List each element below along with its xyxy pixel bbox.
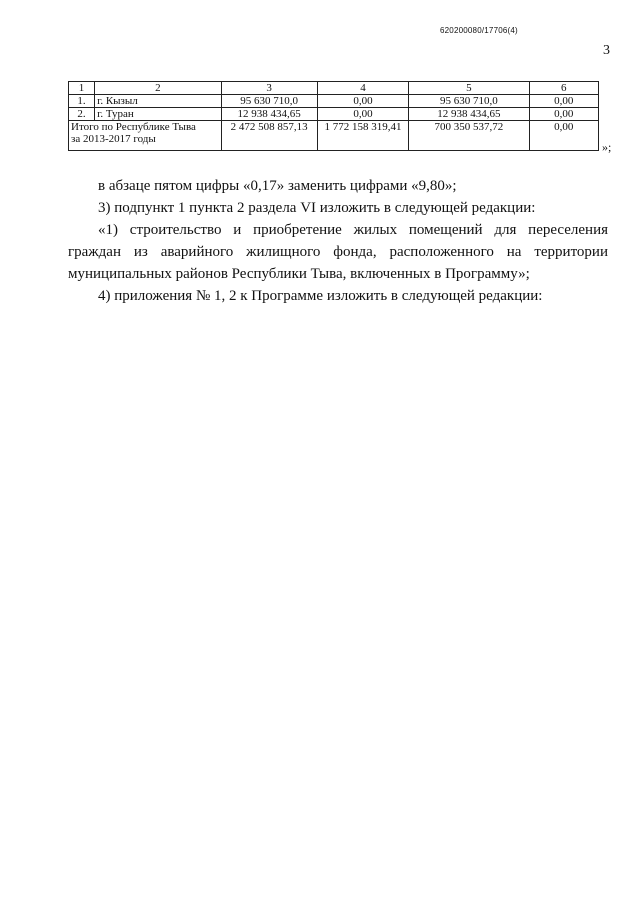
total-value: 2 472 508 857,13 (221, 121, 317, 151)
column-number: 6 (529, 82, 598, 95)
municipality-name: г. Туран (95, 108, 222, 121)
table-header-row (69, 82, 599, 95)
paragraph: в абзаце пятом цифры «0,17» заменить цифрами «9,80»; (98, 178, 457, 194)
page-number: 3 (603, 43, 610, 58)
column-number: 2 (95, 82, 222, 95)
row-number: 1. (69, 95, 95, 108)
table-closing-quote: »; (602, 140, 612, 154)
value-cell: 0,00 (317, 108, 409, 121)
value-cell: 0,00 (529, 108, 598, 121)
paragraph: 4) приложения № 1, 2 к Программе изложить в следующей редакции: (98, 288, 543, 304)
total-value: 1 772 158 319,41 (317, 121, 409, 151)
column-number: 3 (221, 82, 317, 95)
municipality-name: г. Кызыл (95, 95, 222, 108)
value-cell: 12 938 434,65 (221, 108, 317, 121)
document-code: 620200080/17706(4) (440, 26, 518, 35)
total-value: 700 350 537,72 (409, 121, 529, 151)
value-cell: 95 630 710,0 (221, 95, 317, 108)
table-total-row (69, 121, 599, 151)
total-label-line2: за 2013-2017 годы (71, 133, 156, 145)
data-table (68, 81, 599, 151)
table-row (69, 95, 599, 108)
total-label (69, 121, 222, 151)
body-text (68, 175, 608, 307)
value-cell: 0,00 (317, 95, 409, 108)
column-number: 4 (317, 82, 409, 95)
total-label-line1: Итого по Республике Тыва (71, 121, 196, 133)
value-cell: 12 938 434,65 (409, 108, 529, 121)
total-value: 0,00 (529, 121, 598, 151)
value-cell: 0,00 (529, 95, 598, 108)
paragraph: 3) подпункт 1 пункта 2 раздела VI изложить в следующей редакции: (98, 200, 536, 216)
value-cell: 95 630 710,0 (409, 95, 529, 108)
column-number: 5 (409, 82, 529, 95)
table-row (69, 108, 599, 121)
row-number: 2. (69, 108, 95, 121)
paragraph: «1) строительство и приобретение жилых помещений для переселения граждан из аварийного жилищного фонда, расположенного на территории муниципальных районов Республики Тыва, включенных в Программу»; (68, 222, 608, 282)
column-number: 1 (69, 82, 95, 95)
